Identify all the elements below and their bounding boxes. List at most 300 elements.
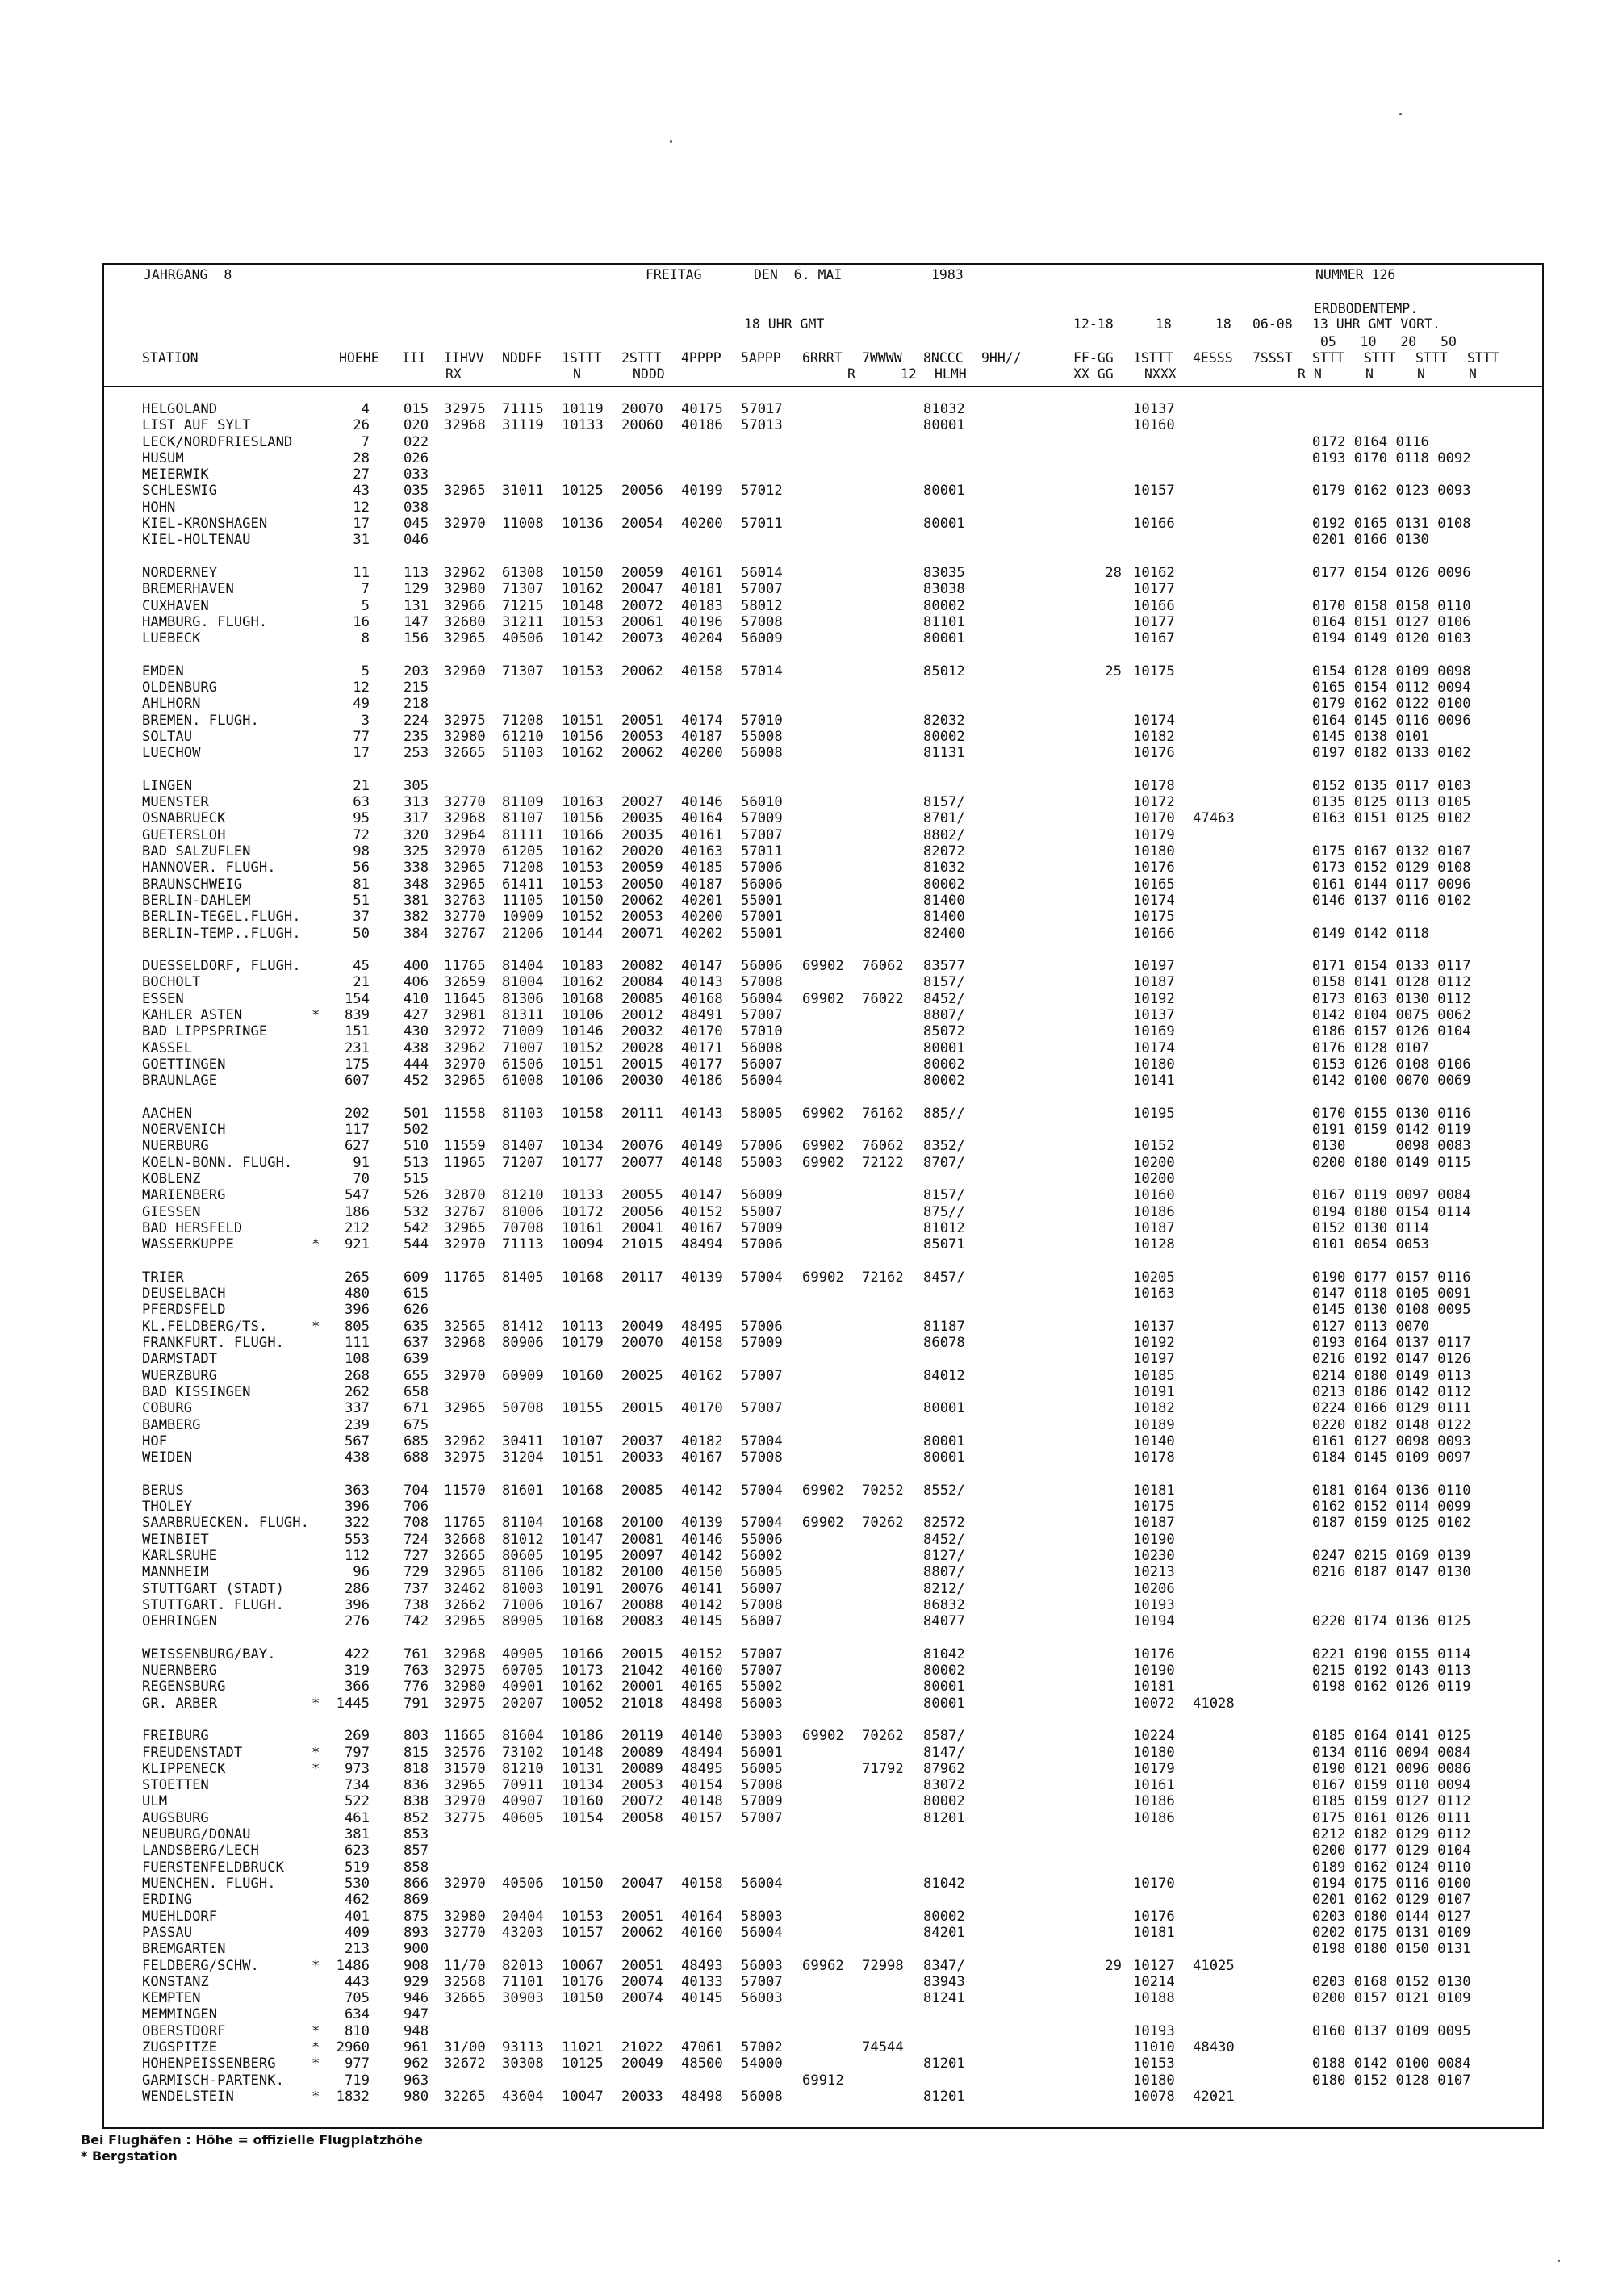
- group-1sttt: 10161: [562, 1220, 604, 1236]
- station-name: LECK/NORDFRIESLAND: [142, 434, 293, 450]
- station-name: MANNHEIM: [142, 1564, 209, 1580]
- group-5appp: 57013: [741, 417, 783, 433]
- station-index: 609: [404, 1269, 429, 1286]
- group-2sttt: 20088: [621, 1597, 663, 1613]
- group-2sttt: 20089: [621, 1745, 663, 1761]
- soil-temps: 0161 0144 0117 0096: [1312, 876, 1471, 893]
- group-7wwww: 72162: [862, 1269, 904, 1286]
- soil-temps: 0194 0180 0154 0114: [1312, 1204, 1471, 1220]
- station-index: 852: [404, 1810, 429, 1826]
- group-nddff: 81311: [502, 1007, 544, 1023]
- group-2sttt: 21018: [621, 1696, 663, 1712]
- group-5appp: 57006: [741, 1319, 783, 1335]
- station-name: GIESSEN: [142, 1204, 201, 1220]
- group-nddff: 81405: [502, 1269, 544, 1286]
- group-4pppp: 40167: [681, 1220, 723, 1236]
- group-iihvv: 32576: [444, 1745, 486, 1761]
- soil-temps: 0153 0126 0108 0106: [1312, 1056, 1471, 1073]
- station-name: KEMPTEN: [142, 1990, 201, 2006]
- group-1sttt: 10150: [562, 565, 604, 581]
- group-8nccc: 81032: [923, 859, 965, 876]
- group-2sttt: 20061: [621, 614, 663, 630]
- group-8nccc: 8707/: [923, 1155, 965, 1171]
- group-2sttt: 20100: [621, 1515, 663, 1531]
- station-hoehe: 45: [353, 958, 370, 974]
- station-hoehe: 154: [344, 991, 370, 1007]
- group-2sttt: 20073: [621, 630, 663, 646]
- group-8nccc: 86078: [923, 1335, 965, 1351]
- group-1sttt: 10179: [562, 1335, 604, 1351]
- group-2sttt: 20071: [621, 926, 663, 942]
- station-name: ESSEN: [142, 991, 184, 1007]
- group-4pppp: 47061: [681, 2039, 723, 2056]
- group-iihvv: 31/00: [444, 2039, 486, 2056]
- group-4pppp: 40147: [681, 958, 723, 974]
- station-hoehe: 623: [344, 1842, 370, 1859]
- column-n: N: [573, 366, 581, 382]
- group-nddff: 40905: [502, 1646, 544, 1662]
- soil-temps: 0200 0180 0149 0115: [1312, 1155, 1471, 1171]
- station-hoehe: 16: [353, 614, 370, 630]
- group-4pppp: 40183: [681, 598, 723, 614]
- station-hoehe: 70: [353, 1171, 370, 1187]
- group-8nccc: 81042: [923, 1876, 965, 1892]
- station-hoehe: 49: [353, 696, 370, 712]
- station-index: 737: [404, 1581, 429, 1597]
- station-index: 045: [404, 516, 429, 532]
- station-name: DARMSTADT: [142, 1351, 218, 1367]
- group-7wwww: 72998: [862, 1958, 904, 1974]
- group-1sttt: 10154: [562, 1810, 604, 1826]
- group-1sttt: 10168: [562, 1269, 604, 1286]
- station-name: MEMMINGEN: [142, 2006, 218, 2022]
- group-2sttt: 20058: [621, 1810, 663, 1826]
- group-5appp: 56010: [741, 794, 783, 810]
- group-5appp: 57007: [741, 827, 783, 843]
- group-2sttt: 20049: [621, 2056, 663, 2072]
- group-4pppp: 40185: [681, 859, 723, 876]
- station-index: 635: [404, 1319, 429, 1335]
- group-1sttt-b: 10170: [1133, 1876, 1175, 1892]
- group-iihvv: 32672: [444, 2056, 486, 2072]
- group-1sttt: 10162: [562, 745, 604, 761]
- group-iihvv: 11/70: [444, 1958, 486, 1974]
- station-hoehe: 286: [344, 1581, 370, 1597]
- group-nddff: 81103: [502, 1106, 544, 1122]
- station-name: KARLSRUHE: [142, 1548, 218, 1564]
- station-name: HUSUM: [142, 450, 184, 466]
- group-nddff: 81306: [502, 991, 544, 1007]
- group-8nccc: 80002: [923, 1793, 965, 1809]
- mountain-station-marker: *: [312, 1236, 320, 1253]
- group-5appp: 57008: [741, 1449, 783, 1466]
- soil-temps: 0152 0135 0117 0103: [1312, 778, 1471, 794]
- soil-temps: 0201 0166 0130: [1312, 532, 1429, 548]
- station-name: ULM: [142, 1793, 168, 1809]
- group-1sttt: 10153: [562, 859, 604, 876]
- soil-temps: 0158 0141 0128 0112: [1312, 974, 1471, 990]
- group-1sttt-b: 10181: [1133, 1925, 1175, 1941]
- soil-temps: 0216 0192 0147 0126: [1312, 1351, 1471, 1367]
- station-name: BREMERHAVEN: [142, 581, 234, 597]
- group-iihvv: 32970: [444, 1236, 486, 1253]
- station-hoehe: 269: [344, 1728, 370, 1744]
- station-index: 015: [404, 401, 429, 417]
- group-1sttt: 10119: [562, 401, 604, 417]
- group-1sttt-b: 10180: [1133, 1745, 1175, 1761]
- group-2sttt: 20111: [621, 1106, 663, 1122]
- group-1sttt-b: 10197: [1133, 958, 1175, 974]
- column-6rrrt: 6RRRT: [802, 350, 843, 366]
- group-1sttt: 10113: [562, 1319, 604, 1335]
- group-1sttt: 10133: [562, 417, 604, 433]
- group-iihvv: 32770: [444, 794, 486, 810]
- group-1sttt: 10167: [562, 1597, 604, 1613]
- group-6rrrt: 69902: [802, 1269, 844, 1286]
- group-1sttt: 10146: [562, 1023, 604, 1039]
- group-nddff: 61008: [502, 1073, 544, 1089]
- station-hoehe: 213: [344, 1941, 370, 1957]
- station-hoehe: 977: [344, 2056, 370, 2072]
- column-4esss: 4ESSS: [1193, 350, 1233, 366]
- soil-temps: 0192 0165 0131 0108: [1312, 516, 1471, 532]
- group-1sttt: 10195: [562, 1548, 604, 1564]
- station-hoehe: 396: [344, 1597, 370, 1613]
- group-1sttt: 10153: [562, 663, 604, 680]
- group-5appp: 56003: [741, 1958, 783, 1974]
- group-4pppp: 48495: [681, 1761, 723, 1777]
- group-2sttt: 20084: [621, 974, 663, 990]
- group-nddff: 81107: [502, 810, 544, 826]
- group-nddff: 71009: [502, 1023, 544, 1039]
- group-2sttt: 20037: [621, 1433, 663, 1449]
- station-hoehe: 1486: [336, 1958, 370, 1974]
- group-5appp: 56001: [741, 1745, 783, 1761]
- group-nddff: 81601: [502, 1483, 544, 1499]
- group-8nccc: 80001: [923, 417, 965, 433]
- group-iihvv: 32975: [444, 1449, 486, 1466]
- group-iihvv: 32965: [444, 1564, 486, 1580]
- group-1sttt: 10173: [562, 1662, 604, 1679]
- station-hoehe: 27: [353, 466, 370, 483]
- station-index: 026: [404, 450, 429, 466]
- group-8nccc: 8347/: [923, 1958, 965, 1974]
- group-1sttt-b: 10163: [1133, 1286, 1175, 1302]
- station-hoehe: 56: [353, 859, 370, 876]
- station-index: 131: [404, 598, 429, 614]
- soil-temps: 0198 0162 0126 0119: [1312, 1679, 1471, 1695]
- group-5appp: 56008: [741, 745, 783, 761]
- group-1sttt-b: 10200: [1133, 1171, 1175, 1187]
- group-iihvv: 32966: [444, 598, 486, 614]
- column-7wwww: 7WWWW: [862, 350, 902, 366]
- station-name: COBURG: [142, 1400, 193, 1416]
- group-2sttt: 20076: [621, 1138, 663, 1154]
- station-hoehe: 8: [361, 630, 370, 646]
- group-iihvv: 32972: [444, 1023, 486, 1039]
- group-2sttt: 20074: [621, 1990, 663, 2006]
- station-index: 502: [404, 1122, 429, 1138]
- group-1sttt-b: 10140: [1133, 1433, 1175, 1449]
- group-nddff: 70911: [502, 1777, 544, 1793]
- group-5appp: 55006: [741, 1532, 783, 1548]
- soil-temps: 0179 0162 0123 0093: [1312, 483, 1471, 499]
- group-5appp: 57007: [741, 1662, 783, 1679]
- soil-temps: 0127 0113 0070: [1312, 1319, 1429, 1335]
- group-nddff: 71101: [502, 1974, 544, 1990]
- column-soil-50: STTT: [1467, 350, 1499, 366]
- group-8nccc: 85071: [923, 1236, 965, 1253]
- group-iihvv: 32968: [444, 1646, 486, 1662]
- group-4pppp: 40202: [681, 926, 723, 942]
- station-index: 382: [404, 909, 429, 925]
- group-2sttt: 20056: [621, 483, 663, 499]
- group-iihvv: 32960: [444, 663, 486, 680]
- group-4pppp: 40160: [681, 1925, 723, 1941]
- group-4pppp: 40141: [681, 1581, 723, 1597]
- group-4pppp: 40147: [681, 1187, 723, 1203]
- group-6rrrt: 69962: [802, 1958, 844, 1974]
- group-5appp: 56008: [741, 1040, 783, 1056]
- station-hoehe: 337: [344, 1400, 370, 1416]
- station-index: 742: [404, 1613, 429, 1629]
- station-name: BRAUNLAGE: [142, 1073, 218, 1089]
- station-hoehe: 21: [353, 778, 370, 794]
- station-hoehe: 461: [344, 1810, 370, 1826]
- soil-temps: 0216 0187 0147 0130: [1312, 1564, 1471, 1580]
- group-1sttt: 10148: [562, 1745, 604, 1761]
- soil-temps: 0189 0162 0124 0110: [1312, 1859, 1471, 1876]
- soil-temps: 0101 0054 0053: [1312, 1236, 1429, 1253]
- group-8nccc: 81187: [923, 1319, 965, 1335]
- station-name: KONSTANZ: [142, 1974, 209, 1990]
- group-4pppp: 40181: [681, 581, 723, 597]
- group-7wwww: 74544: [862, 2039, 904, 2056]
- period-06-08: 06-08: [1252, 316, 1293, 332]
- group-8nccc: 83072: [923, 1777, 965, 1793]
- station-index: 738: [404, 1597, 429, 1613]
- station-index: 761: [404, 1646, 429, 1662]
- station-name: FRANKFURT. FLUGH.: [142, 1335, 284, 1351]
- station-name: LIST AUF SYLT: [142, 417, 251, 433]
- group-2sttt: 20082: [621, 958, 663, 974]
- group-2sttt: 20027: [621, 794, 663, 810]
- group-1sttt: 10148: [562, 598, 604, 614]
- station-hoehe: 26: [353, 417, 370, 433]
- group-8nccc: 80002: [923, 729, 965, 745]
- group-4pppp: 40161: [681, 827, 723, 843]
- group-ff-gg: 29: [1105, 1958, 1122, 1974]
- station-name: BAD KISSINGEN: [142, 1384, 251, 1400]
- group-iihvv: 32975: [444, 713, 486, 729]
- station-name: GR. ARBER: [142, 1696, 218, 1712]
- group-8nccc: 81042: [923, 1646, 965, 1662]
- group-1sttt-b: 10137: [1133, 1007, 1175, 1023]
- station-hoehe: 627: [344, 1138, 370, 1154]
- group-iihvv: 11665: [444, 1728, 486, 1744]
- group-1sttt: 10150: [562, 1990, 604, 2006]
- group-1sttt: 10067: [562, 1958, 604, 1974]
- station-index: 946: [404, 1990, 429, 2006]
- station-index: 338: [404, 859, 429, 876]
- station-hoehe: 77: [353, 729, 370, 745]
- group-ff-gg: 25: [1105, 663, 1122, 680]
- soil-temp-time: 13 UHR GMT VORT.: [1312, 316, 1440, 332]
- group-iihvv: 32965: [444, 1613, 486, 1629]
- group-1sttt-b: 10193: [1133, 2023, 1175, 2039]
- group-8nccc: 80002: [923, 598, 965, 614]
- soil-temps: 0173 0152 0129 0108: [1312, 859, 1471, 876]
- group-1sttt: 10168: [562, 1483, 604, 1499]
- mountain-station-marker: *: [312, 2089, 320, 2105]
- station-hoehe: 547: [344, 1187, 370, 1203]
- soil-temps: 0220 0182 0148 0122: [1312, 1417, 1471, 1433]
- scan-speck: [670, 140, 672, 143]
- station-index: 962: [404, 2056, 429, 2072]
- group-4pppp: 40158: [681, 1335, 723, 1351]
- station-name: OBERSTDORF: [142, 2023, 226, 2039]
- station-name: DEUSELBACH: [142, 1286, 226, 1302]
- group-1sttt-b: 10165: [1133, 876, 1175, 893]
- column-8nccc: 8NCCC: [923, 350, 964, 366]
- group-4pppp: 40158: [681, 1876, 723, 1892]
- group-6rrrt: 69912: [802, 2072, 844, 2089]
- group-5appp: 55001: [741, 926, 783, 942]
- group-8nccc: 84077: [923, 1613, 965, 1629]
- group-nddff: 30903: [502, 1990, 544, 2006]
- station-index: 020: [404, 417, 429, 433]
- station-name: DUESSELDORF, FLUGH.: [142, 958, 301, 974]
- group-5appp: 57008: [741, 614, 783, 630]
- station-index: 526: [404, 1187, 429, 1203]
- group-8nccc: 80001: [923, 516, 965, 532]
- group-1sttt-b: 10177: [1133, 581, 1175, 597]
- column-12: 12: [901, 366, 917, 382]
- group-iihvv: 32970: [444, 516, 486, 532]
- group-5appp: 57009: [741, 1220, 783, 1236]
- station-name: WENDELSTEIN: [142, 2089, 234, 2105]
- group-4pppp: 40154: [681, 1777, 723, 1793]
- station-name: OEHRINGEN: [142, 1613, 218, 1629]
- group-iihvv: 11765: [444, 1269, 486, 1286]
- group-iihvv: 32965: [444, 859, 486, 876]
- station-hoehe: 202: [344, 1106, 370, 1122]
- group-4pppp: 40171: [681, 1040, 723, 1056]
- group-2sttt: 20097: [621, 1548, 663, 1564]
- group-nddff: 30308: [502, 2056, 544, 2072]
- station-index: 724: [404, 1532, 429, 1548]
- station-index: 544: [404, 1236, 429, 1253]
- station-index: 384: [404, 926, 429, 942]
- group-iihvv: 32462: [444, 1581, 486, 1597]
- group-1sttt-b: 10127: [1133, 1958, 1175, 1974]
- group-1sttt: 10160: [562, 1368, 604, 1384]
- station-hoehe: 111: [344, 1335, 370, 1351]
- soil-temps: 0176 0128 0107: [1312, 1040, 1429, 1056]
- group-nddff: 82013: [502, 1958, 544, 1974]
- group-2sttt: 20077: [621, 1155, 663, 1171]
- group-iihvv: 32962: [444, 1040, 486, 1056]
- group-2sttt: 20035: [621, 827, 663, 843]
- station-index: 791: [404, 1696, 429, 1712]
- group-nddff: 80605: [502, 1548, 544, 1564]
- soil-temps: 0184 0145 0109 0097: [1312, 1449, 1471, 1466]
- group-8nccc: 82032: [923, 713, 965, 729]
- soil-temps: 0171 0154 0133 0117: [1312, 958, 1471, 974]
- group-5appp: 55007: [741, 1204, 783, 1220]
- group-1sttt: 10157: [562, 1925, 604, 1941]
- group-iihvv: 32965: [444, 483, 486, 499]
- group-4esss: 48430: [1193, 2039, 1235, 2056]
- group-1sttt: 10177: [562, 1155, 604, 1171]
- group-1sttt-b: 10206: [1133, 1581, 1175, 1597]
- station-index: 038: [404, 500, 429, 516]
- station-name: MUENCHEN. FLUGH.: [142, 1876, 276, 1892]
- soil-temps: 0163 0151 0125 0102: [1312, 810, 1471, 826]
- station-name: BERUS: [142, 1483, 184, 1499]
- group-iihvv: 11765: [444, 958, 486, 974]
- group-6rrrt: 69902: [802, 1483, 844, 1499]
- station-name: STUTTGART (STADT): [142, 1581, 284, 1597]
- group-1sttt: 10144: [562, 926, 604, 942]
- group-iihvv: 11765: [444, 1515, 486, 1531]
- group-5appp: 58012: [741, 598, 783, 614]
- group-1sttt-b: 10178: [1133, 778, 1175, 794]
- station-hoehe: 262: [344, 1384, 370, 1400]
- station-hoehe: 366: [344, 1679, 370, 1695]
- group-nddff: 81604: [502, 1728, 544, 1744]
- soil-temps: 0215 0192 0143 0113: [1312, 1662, 1471, 1679]
- station-name: KAHLER ASTEN: [142, 1007, 243, 1023]
- group-iihvv: 32975: [444, 1662, 486, 1679]
- group-nddff: 71208: [502, 859, 544, 876]
- station-hoehe: 21: [353, 974, 370, 990]
- station-index: 156: [404, 630, 429, 646]
- group-5appp: 57006: [741, 1138, 783, 1154]
- soil-temps: 0161 0127 0098 0093: [1312, 1433, 1471, 1449]
- group-2sttt: 20053: [621, 909, 663, 925]
- group-5appp: 56007: [741, 1581, 783, 1597]
- group-8nccc: 8587/: [923, 1728, 965, 1744]
- soil-temps: 0179 0162 0122 0100: [1312, 696, 1471, 712]
- column-soil-20: STTT: [1415, 350, 1448, 366]
- soil-temps: 0170 0155 0130 0116: [1312, 1106, 1471, 1122]
- group-5appp: 57008: [741, 1597, 783, 1613]
- soil-temps: 0167 0119 0097 0084: [1312, 1187, 1471, 1203]
- soil-temps: 0180 0152 0128 0107: [1312, 2072, 1471, 2089]
- station-name: AHLHORN: [142, 696, 201, 712]
- station-index: 129: [404, 581, 429, 597]
- station-name: LINGEN: [142, 778, 193, 794]
- group-iihvv: 32965: [444, 1220, 486, 1236]
- group-5appp: 56007: [741, 1056, 783, 1073]
- soil-temps: 0185 0159 0127 0112: [1312, 1793, 1471, 1809]
- group-1sttt-b: 10178: [1133, 1449, 1175, 1466]
- station-hoehe: 108: [344, 1351, 370, 1367]
- group-6rrrt: 69902: [802, 1515, 844, 1531]
- station-hoehe: 63: [353, 794, 370, 810]
- soil-temps: 0221 0190 0155 0114: [1312, 1646, 1471, 1662]
- group-2sttt: 20047: [621, 1876, 663, 1892]
- group-5appp: 57011: [741, 843, 783, 859]
- station-name: MARIENBERG: [142, 1187, 226, 1203]
- station-index: 727: [404, 1548, 429, 1564]
- station-hoehe: 28: [353, 450, 370, 466]
- group-8nccc: 81241: [923, 1990, 965, 2006]
- station-hoehe: 443: [344, 1974, 370, 1990]
- group-5appp: 56004: [741, 991, 783, 1007]
- group-1sttt: 10166: [562, 1646, 604, 1662]
